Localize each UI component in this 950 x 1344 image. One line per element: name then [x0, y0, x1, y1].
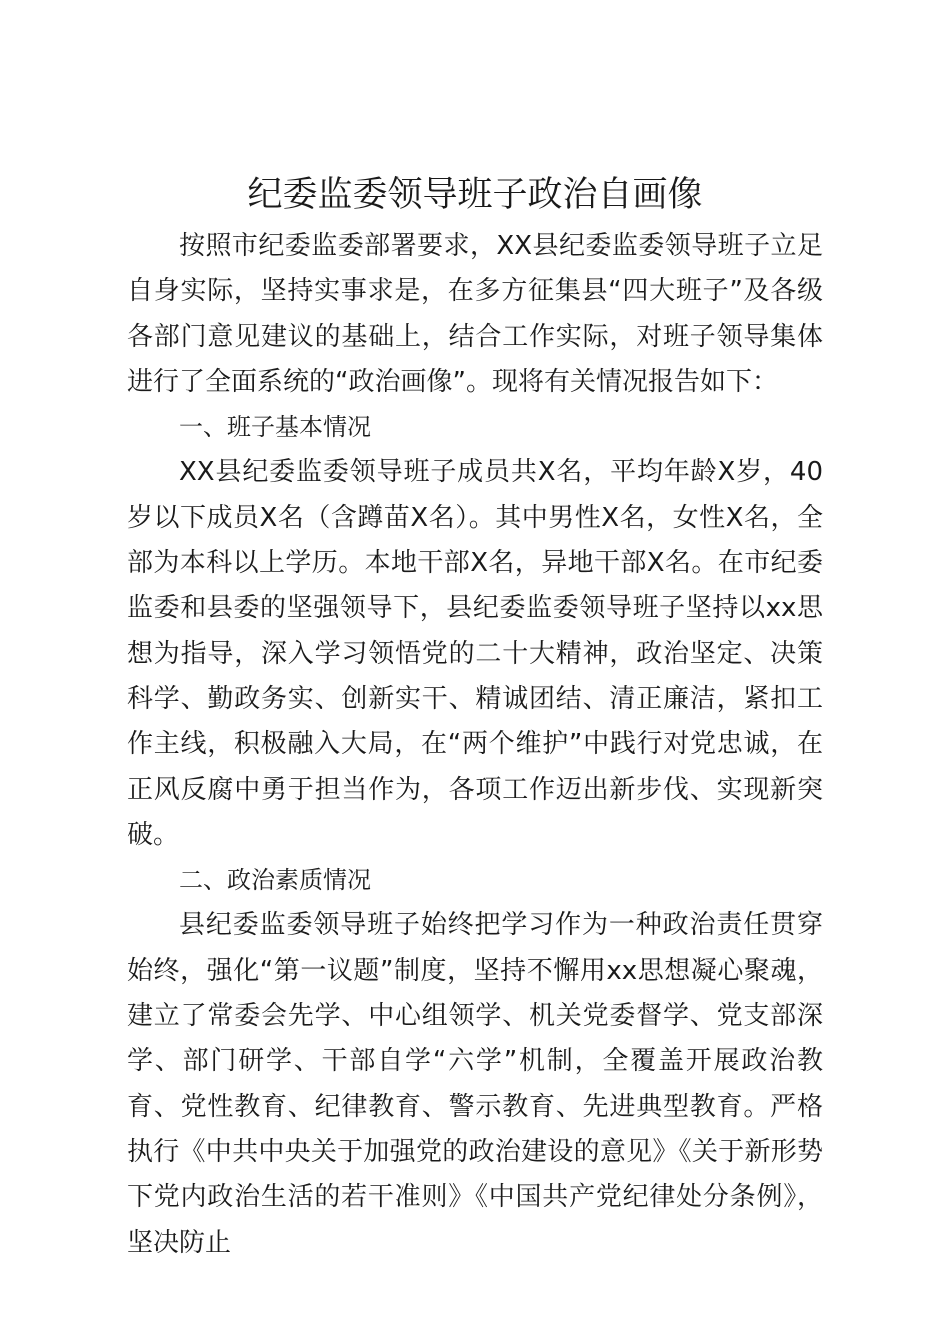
section-paragraph-political-quality: 县纪委监委领导班子始终把学习作为一种政治责任贯穿始终，强化“第一议题”制度，坚持不懈用xx思想凝心聚魂，建立了常委会先学、中心组领学、机关党委督学、党支部深学、部门研学、干部自学“六学”机制，全覆盖开展政治教育、党性教育、纪律教育、警示教育、先进典型教育。严格执行《中共中央关于加强党的政治建设的意见》《关于新形势下党内政治生活的若干准则》《中国共产党纪律处分条例》，坚决防止: [127, 910, 823, 1258]
document-title: 纪委监委领导班子政治自画像: [247, 175, 703, 215]
section-heading-political-quality: 二、政治素质情况: [179, 866, 371, 895]
intro-paragraph: 按照市纪委监委部署要求，XX县纪委监委领导班子立足自身实际，坚持实事求是，在多方征集县“四大班子”及各级各部门意见建议的基础上，结合工作实际，对班子领导集体进行了全面系统的“政治画像”。现将有关情况报告如下：: [127, 231, 823, 397]
section-paragraph-basic-info: XX县纪委监委领导班子成员共X名，平均年龄X岁，40岁以下成员X名（含蹲苗X名）。其中男性X名，女性X名，全部为本科以上学历。本地干部X名，异地干部X名。在市纪委监委和县委的坚强领导下，县纪委监委领导班子坚持以xx思想为指导，深入学习领悟党的二十大精神，政治坚定、决策科学、勤政务实、创新实干、精诚团结、清正廉洁，紧扣工作主线，积极融入大局，在“两个维护”中践行对党忠诚，在正风反腐中勇于担当作为，各项工作迈出新步伐、实现新突破。: [127, 457, 823, 850]
document-body: [127, 224, 823, 1266]
section-heading-basic-info: 一、班子基本情况: [179, 413, 371, 442]
